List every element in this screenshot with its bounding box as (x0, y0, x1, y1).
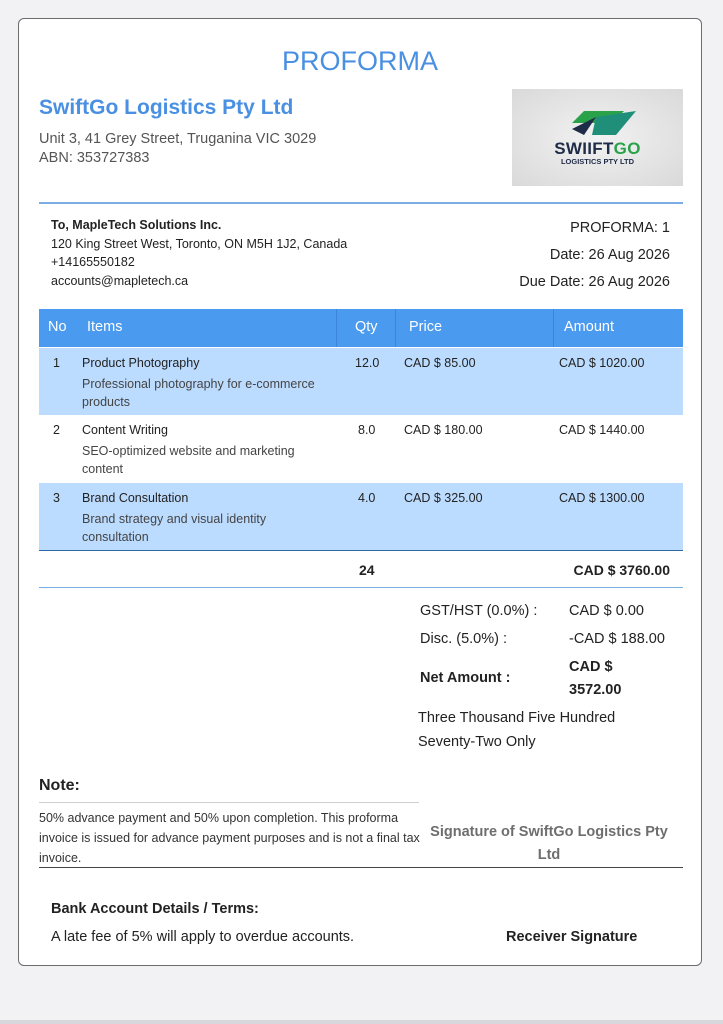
due-date: Due Date: 26 Aug 2026 (519, 274, 670, 290)
issue-date: Date: 26 Aug 2026 (549, 247, 670, 263)
bank-terms: A late fee of 5% will apply to overdue accounts. (51, 929, 355, 945)
logo-wordmark: SWIIFTGO (554, 139, 641, 158)
tax-value: CAD $ 0.00 (569, 603, 644, 619)
note-text: 50% advance payment and 50% upon completion. This proforma invoice is issued for advance payment purposes and is not a final tax invoice. (39, 811, 420, 865)
net-amount-label: Net Amount : (420, 670, 511, 686)
table-row (39, 415, 683, 482)
table-bottom-rule (39, 550, 683, 551)
document-meta (519, 215, 670, 296)
row-item: Product Photography (82, 356, 200, 370)
row-qty: 8.0 (358, 423, 376, 437)
header-price: Price (409, 319, 443, 335)
bill-to-title: To, MapleTech Solutions Inc. (51, 218, 222, 232)
note-divider (39, 802, 419, 803)
row-price: CAD $ 85.00 (404, 356, 476, 370)
header-items: Items (87, 319, 123, 335)
receiver-signature-label: Receiver Signature (506, 929, 638, 945)
row-description: Professional photography for e-commerce products (82, 377, 315, 409)
table-row (39, 348, 683, 415)
company-logo (512, 89, 683, 186)
row-price: CAD $ 180.00 (404, 423, 483, 437)
table-header (39, 309, 683, 347)
header-qty: Qty (355, 319, 378, 335)
company-address: Unit 3, 41 Grey Street, Truganina VIC 3029 (39, 131, 317, 147)
company-abn: ABN: 353727383 (39, 150, 150, 166)
table-row (39, 483, 683, 550)
row-description: SEO-optimized website and marketing content (82, 444, 295, 476)
bill-to (51, 216, 347, 290)
note-title: Note: (39, 777, 80, 794)
row-price: CAD $ 325.00 (404, 491, 483, 505)
row-amount: CAD $ 1300.00 (559, 491, 645, 505)
row-description: Brand strategy and visual identity consultation (82, 512, 267, 544)
proforma-number: PROFORMA: 1 (570, 220, 670, 236)
header-divider (39, 202, 683, 204)
total-qty: 24 (359, 562, 375, 578)
row-item: Brand Consultation (82, 491, 189, 505)
row-no: 1 (53, 356, 60, 370)
row-item: Content Writing (82, 423, 168, 437)
logo-mark-icon (512, 89, 683, 186)
discount-value: -CAD $ 188.00 (569, 631, 665, 647)
bill-to-address: 120 King Street West, Toronto, ON M5H 1J2, Canada (51, 236, 348, 251)
header-amount: Amount (564, 319, 614, 335)
discount-label: Disc. (5.0%) : (420, 631, 508, 647)
tax-label: GST/HST (0.0%) : (420, 603, 538, 619)
row-qty: 12.0 (355, 356, 380, 370)
header-no: No (48, 319, 67, 335)
amount-in-words: Three Thousand Five Hundred Seventy-Two Only (418, 710, 616, 750)
row-amount: CAD $ 1020.00 (559, 356, 645, 370)
bill-to-phone: +14165550182 (51, 255, 135, 269)
row-no: 2 (53, 423, 60, 437)
proforma-sheet (18, 18, 702, 966)
company-signature-label: Signature of SwiftGo Logistics Pty Ltd (430, 824, 668, 863)
bill-to-email: accounts@mapletech.ca (51, 273, 189, 288)
row-amount: CAD $ 1440.00 (559, 423, 645, 437)
total-amount: CAD $ 3760.00 (573, 562, 670, 578)
row-no: 3 (53, 491, 60, 505)
document-title: PROFORMA (281, 46, 438, 76)
bottom-band (0, 1020, 723, 1024)
net-amount-value: CAD $ 3572.00 (569, 659, 622, 698)
logo-subtitle: LOGISTICS PTY LTD (560, 157, 635, 166)
bank-title: Bank Account Details / Terms: (51, 901, 259, 917)
company-name: SwiftGo Logistics Pty Ltd (39, 96, 294, 119)
signature-divider (39, 867, 683, 868)
row-qty: 4.0 (358, 491, 376, 505)
totals-divider (39, 587, 683, 588)
